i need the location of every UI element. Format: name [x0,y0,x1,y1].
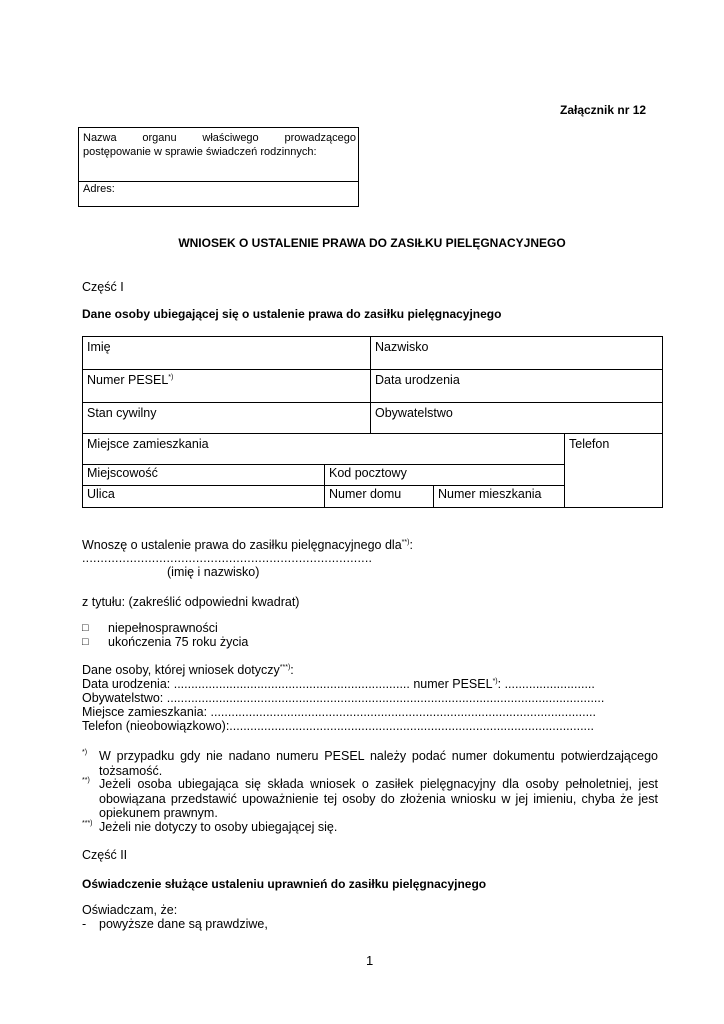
beneficiary-name-field[interactable]: ............................................................................... [82,551,373,565]
footnote-3: ***) Jeżeli nie dotyczy to osoby ubiegającej się. [82,820,338,834]
organ-name-label: Nazwa organu właściwego prowadzącego postępowanie w sprawie świadczeń rodzinnych: [83,132,356,158]
part-2-label: Część II [82,848,128,862]
marital-status-field[interactable]: Stan cywilny [83,403,371,434]
box-divider [79,181,358,182]
disability-checkbox[interactable]: □ [82,622,89,634]
phone-field[interactable]: Telefon [569,437,610,451]
part-1-heading: Dane osoby ubiegającej się o ustalenie prawa do zasiłku pielęgnacyjnego [82,307,502,321]
residence-line[interactable]: Miejsce zamieszkania: ............................................................................................................... [82,705,597,719]
title-instruction: z tytułu: (zakreślić odpowiedni kwadrat) [82,595,300,609]
last-name-field[interactable]: Nazwisko [371,337,662,370]
residence-label-cell: Miejsce zamieszkania [83,434,565,465]
phone-line[interactable]: Telefon (nieobowiązkowo):......................................................................................................... [82,719,594,733]
birth-date-field[interactable]: Data urodzenia [371,370,662,403]
disability-option-label: niepełnosprawności [108,621,218,635]
citizenship-field[interactable]: Obywatelstwo [371,403,662,434]
house-number-field[interactable]: Numer domu [325,486,434,507]
page-number: 1 [366,953,374,968]
name-hint: (imię i nazwisko) [167,565,260,579]
birth-date-pesel-line[interactable]: Data urodzenia: .................................................................... numer PESEL*): .......................... [82,677,595,691]
annex-label: Załącznik nr 12 [560,103,647,117]
applicant-table [82,336,663,508]
age-75-checkbox[interactable]: □ [82,636,89,648]
postal-code-field[interactable]: Kod pocztowy [325,465,565,486]
declaration-bullet: - [82,917,87,931]
pesel-field[interactable]: Numer PESEL*) [83,370,371,403]
street-field[interactable]: Ulica [83,486,325,507]
request-line: Wnoszę o ustalenie prawa do zasiłku pielęgnacyjnego dla**): [82,538,413,552]
apartment-number-field[interactable]: Numer mieszkania [434,486,565,507]
footnote-1: *) W przypadku gdy nie nadano numeru PESEL należy podać numer dokumentu potwierdzającego tożsamość. [82,749,658,778]
part-2-heading: Oświadczenie służące ustaleniu uprawnień do zasiłku pielęgnacyjnego [82,877,487,891]
document-title: WNIOSEK O USTALENIE PRAWA DO ZASIŁKU PIELĘGNACYJNEGO [178,236,566,250]
part-1-label: Część I [82,280,124,294]
age-75-option-label: ukończenia 75 roku życia [108,635,249,649]
town-field[interactable]: Miejscowość [83,465,325,486]
declaration-intro: Oświadczam, że: [82,903,178,917]
first-name-field[interactable]: Imię [83,337,371,370]
authority-box [78,127,359,207]
citizenship-line[interactable]: Obywatelstwo: .............................................................................................................................. [82,691,605,705]
footnote-2: **) Jeżeli osoba ubiegająca się składa wniosek o zasiłek pielęgnacyjny dla osoby pełnoletniej, jest obowiązana przedstawić upoważnienie tej osoby do złożenia wniosku w jej imieniu, chyba że jest opiekunem prawnym. [82,777,658,820]
declaration-item-1: powyższe dane są prawdziwe, [99,917,268,931]
address-label: Adres: [83,183,115,195]
person-heading: Dane osoby, której wniosek dotyczy***): [82,663,294,677]
